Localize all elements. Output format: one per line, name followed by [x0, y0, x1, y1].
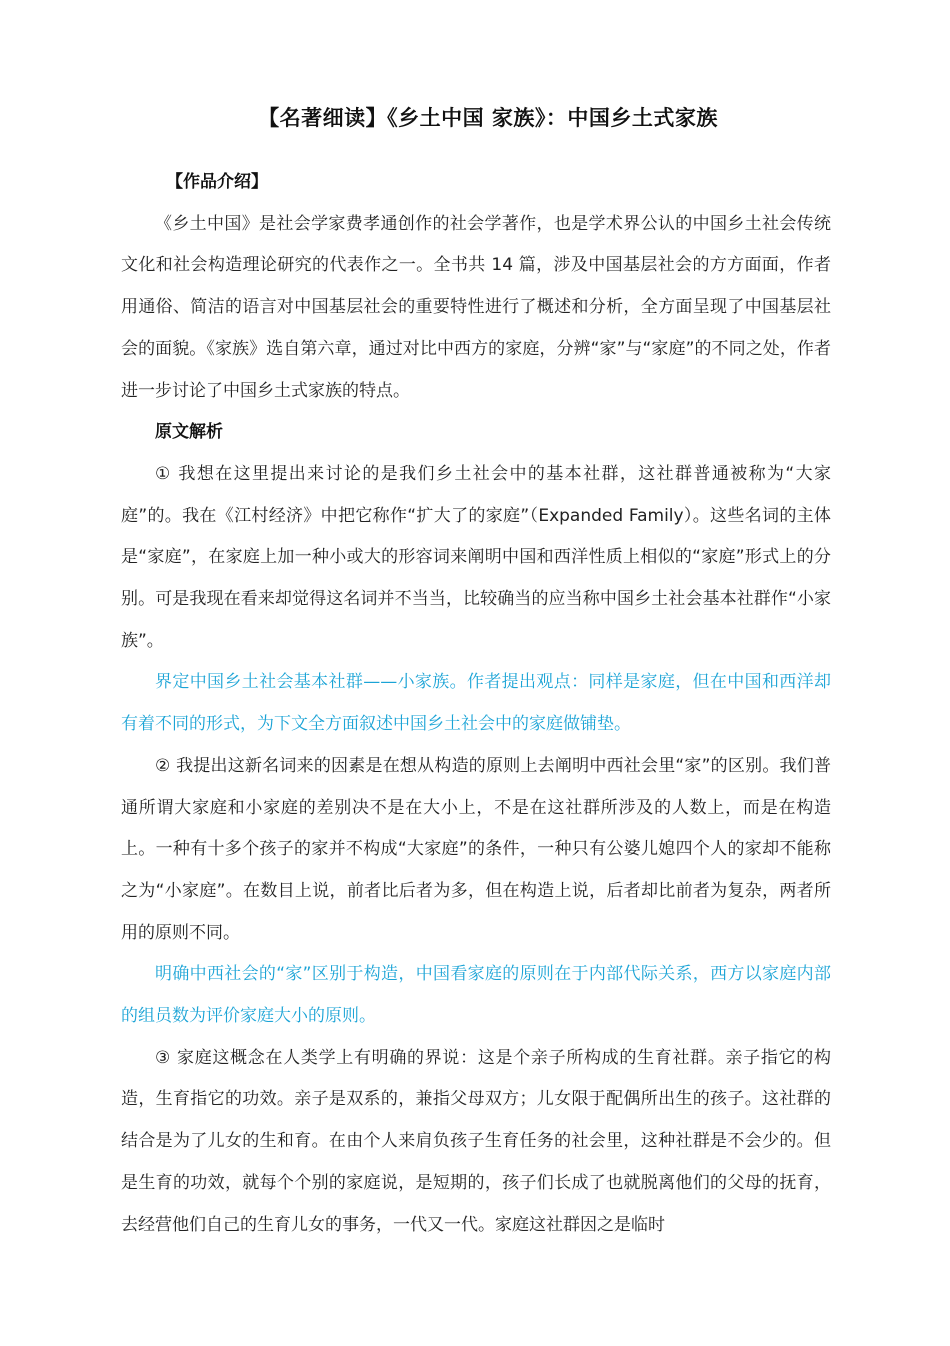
document-title: 【名著细读】《乡土中国 家族》：中国乡土式家族 [258, 106, 718, 130]
section-heading-analysis: 原文解析 [155, 422, 223, 443]
document-body [121, 162, 831, 1246]
intro-paragraph: 《乡土中国》是社会学家费孝通创作的社会学著作，也是学术界公认的中国乡土社会传统文化和社会构造理论研究的代表作之一。全书共 14 篇，涉及中国基层社会的方方面面，作者用通俗、简洁的语言对中国基层社会的重要特性进行了概述和分析，全方面呈现了中国基层社会的面貌。《家族》选自第六章，通过对比中西方的家庭，分辨“家”与“家庭”的不同之处，作者进一步讨论了中国乡土式家族的特点。 [121, 213, 831, 401]
analysis-note-2: 明确中西社会的“家”区别于构造，中国看家庭的原则在于内部代际关系，西方以家庭内部的组员数为评价家庭大小的原则。 [121, 964, 831, 1027]
analysis-paragraph-1: ① 我想在这里提出来讨论的是我们乡土社会中的基本社群，这社群普通被称为“大家庭”的。我在《江村经济》中把它称作“扩大了的家庭”（Expanded Family）。这些名词的主体是“家庭”，在家庭上加一种小或大的形容词来阐明中国和西洋性质上相似的“家庭”形式上的分别。可是我现在看来却觉得这名词并不当当，比较确当的应当称中国乡土社会基本社群作“小家族”。 [121, 463, 831, 651]
analysis-paragraph-3: ③ 家庭这概念在人类学上有明确的界说：这是个亲子所构成的生育社群。亲子指它的构造，生育指它的功效。亲子是双系的，兼指父母双方；儿女限于配偶所出生的孩子。这社群的结合是为了儿女的生和育。在由个人来肩负孩子生育任务的社会里，这种社群是不会少的。但是生育的功效，就每个个别的家庭说，是短期的，孩子们长成了也就脱离他们的父母的抚育，去经营他们自己的生育儿女的事务，一代又一代。家庭这社群因之是临时 [121, 1047, 831, 1235]
analysis-note-1: 界定中国乡土社会基本社群——小家族。作者提出观点：同样是家庭，但在中国和西洋却有着不同的形式，为下文全方面叙述中国乡土社会中的家庭做铺垫。 [121, 672, 831, 735]
section-heading-intro: 【作品介绍】 [166, 172, 268, 192]
analysis-paragraph-2: ② 我提出这新名词来的因素是在想从构造的原则上去阐明中西社会里“家”的区别。我们普通所谓大家庭和小家庭的差别决不是在大小上，不是在这社群所涉及的人数上，而是在构造上。一种有十多个孩子的家并不构成“大家庭”的条件，一种只有公婆儿媳四个人的家却不能称之为“小家庭”。在数目上说，前者比后者为多，但在构造上说，后者却比前者为复杂，两者所用的原则不同。 [121, 755, 831, 943]
